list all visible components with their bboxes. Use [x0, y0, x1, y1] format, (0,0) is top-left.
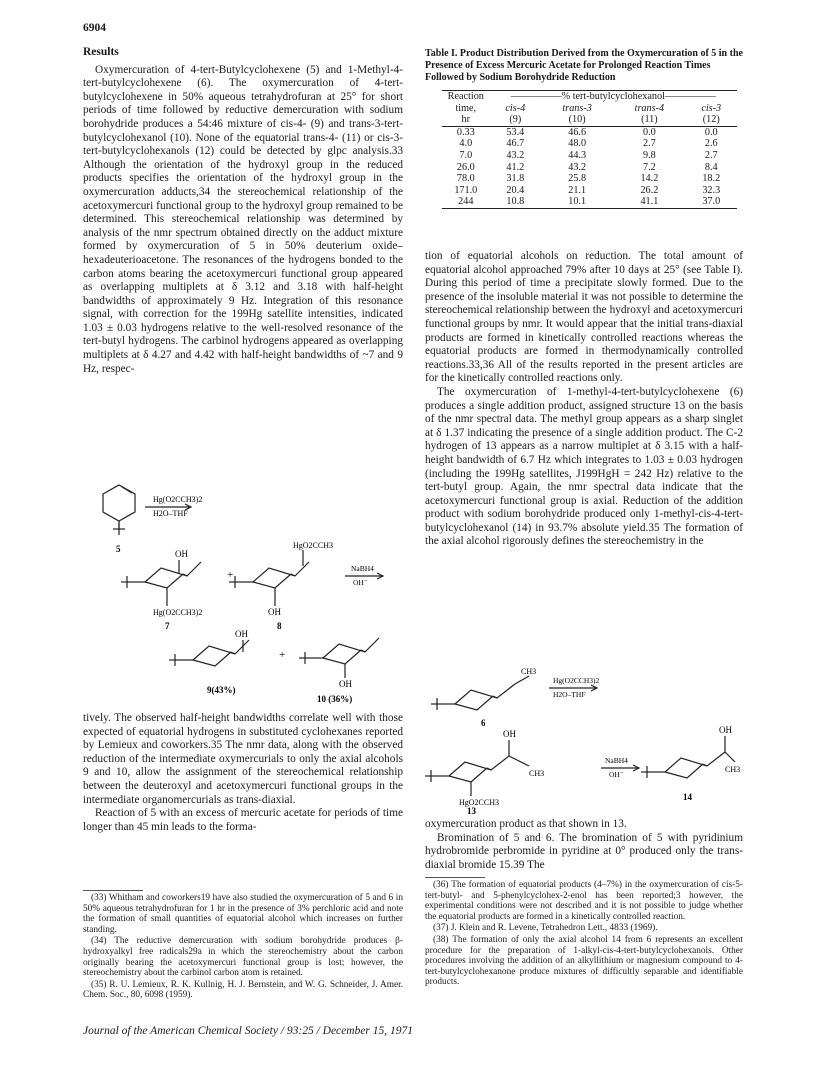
- table-cell: 44.3: [568, 149, 587, 161]
- footnote-34: (34) The reductive demercuration with sodium borohydride produces β-hydroxyalkyl free radicals29a in which the stereochemistry about the carbon originally bearing the acetoxymercuri functional group is lost; however, the stereochemistry about the carbinol carbon atom is retained.: [83, 936, 403, 979]
- table-row: [442, 185, 737, 197]
- scheme2-ch3-6: CH3: [521, 667, 537, 676]
- table-cell: 26.0: [456, 161, 475, 173]
- table-row: [442, 150, 737, 162]
- left-column-top: [83, 46, 403, 376]
- table-caption: Table I. Product Distribution Derived from the Oxymercuration of 5 in the Presence of Excess Mercuric Acetate for Prolonged Reaction Times Followed by Sodium Borohydride Reduction: [425, 48, 743, 83]
- scheme1-oh-10: OH: [339, 679, 352, 689]
- footnote-36: (36) The formation of equatorial products (4–7%) in the oxymercuration of cis-5-tert-butyl- and 5-phenylcyclohex-2-enol has been reported;3 however, the experimental conditions were not described and it is not possible to judge whether the equatorial products are formed in a kinetically controlled reaction.: [425, 880, 743, 922]
- footnote-33: (33) Whitham and coworkers19 have also studied the oxymercuration of 5 and 6 in 50% aqueous tetrahydrofuran for 1 hr in the presence of 3% perchloric acid and note the formation of small quantities of equatorial alcohol which increases on further standing.: [83, 893, 403, 935]
- reaction-scheme-1: [83, 482, 403, 704]
- table-cell: 31.8: [506, 173, 525, 185]
- table-cell: 0.0: [643, 126, 656, 138]
- table-cell: 2.7: [643, 138, 656, 150]
- scheme2-reagent-bottom: H2O–THF: [553, 690, 586, 699]
- paragraph: Reaction of 5 with an excess of mercuric acetate for periods of time longer than 45 min leads to the forma-: [83, 807, 403, 833]
- scheme1-plus-2: +: [279, 649, 286, 661]
- table-col-4-line1: cis-3: [701, 102, 722, 114]
- table-col-2-line2: (10): [568, 114, 586, 126]
- scheme2-reagent-top: Hg(O2CCH3)2: [553, 676, 600, 685]
- footnote-38: (38) The formation of only the axial alcohol 14 from 6 represents an excellent procedure for the preparation of 1-alkyl-cis-4-tert-butylcyclohexanols. Other procedures involving the addition of an alkyllithium or magnesium compound to 4-tert-butylcyclohexanone produce mixtures of difficultly separable and identifiable products.: [425, 934, 743, 988]
- table-cell: 26.2: [640, 184, 659, 196]
- table-cell: 7.0: [459, 149, 473, 161]
- scheme1-oh-7: OH: [175, 549, 188, 559]
- scheme-2-drawing: [425, 664, 743, 814]
- footnote-rule-right: [425, 877, 485, 878]
- table-col-1-line2: (9): [509, 114, 522, 126]
- table-cell: 37.0: [685, 196, 737, 208]
- journal-footer: Journal of the American Chemical Society / 93:25 / December 15, 1971: [83, 1025, 414, 1037]
- left-column-bottom: [83, 712, 403, 834]
- table-col-3-line2: (11): [641, 114, 658, 126]
- table-cell: 78.0: [456, 173, 475, 185]
- scheme1-hgo2cch3-8: HgO2CCH3: [293, 541, 334, 550]
- compound-label-6: 6: [481, 718, 486, 728]
- table-cell: 18.2: [702, 173, 721, 185]
- table-row: [442, 138, 737, 150]
- scheme1-reagent-bottom: H2O–THF: [153, 509, 188, 518]
- paragraph: Oxymercuration of 4-tert-Butylcyclohexene (5) and 1-Methyl-4-tert-butylcyclohexene (6). The oxymercuration of 4-tert-butylcyclohexene in 50% aqueous tetrahydrofuran at 25° for short periods of time followed by reductive demercuration with sodium borohydride produces a 54:46 mixture of cis-4- (9) and trans-3-tert-butylcyclohexanol (10). None of the equatorial trans-4- (11) or cis-3-tert-butylcyclohexanols (12) could be detected by glpc analysis.33 Although the orientation of the hydroxyl group in the reduced products specifies the orientation of the hydroxyl group in the oxymercuration adducts,34 the stereochemical relationship of the acetoxymercuri functional group to the hydroxyl group remained to be determined. This stereochemical relationship was determined by analysis of the nmr spectrum obtained directly on the adduct mixture formed by oxymercuration of 5 in 50% deuterium oxide–hexadeuterioacetone. The resonances of the hydrogens bonded to the carbon atoms bearing the acetoxymercuri functional group appeared as overlapping multiplets at δ 3.12 and 3.18 with half-height bandwidths of approximately 9 Hz. Integration of this resonance signal, with correction for the 199Hg satellite intensities, indicated 1.03 ± 0.03 hydrogens relative to the well-resolved resonance of the tert-butyl hydrogens. The carbinol hydrogens appeared as overlapping multiplets at δ 4.27 and 4.42 with half-height bandwidths of ~7 and 9 Hz, respec-: [83, 63, 403, 375]
- scheme1-oh-minus: OH⁻: [353, 578, 368, 587]
- table-cell: 2.7: [704, 149, 718, 161]
- table-cell: 7.2: [643, 161, 656, 173]
- table-cell: 10.1: [541, 196, 613, 208]
- table-cell: 41.2: [506, 161, 525, 173]
- table-cell: 20.4: [506, 184, 525, 196]
- table-col-hr: hr: [461, 114, 471, 126]
- paragraph: tively. The observed half-height bandwidths correlate well with those expected of equatorial hydrogens in substituted cyclohexanes reported by Lemieux and coworkers.35 The nmr data, along with the observed reduction of the intermediate oxymercurials to only the axial alcohols 9 and 10, allow the assignment of the stereochemical relationship between the deuteroxyl and acetoxymercuri functional groups in the intermediate organomercurials as trans-diaxial.: [83, 712, 403, 806]
- table-row: [442, 162, 737, 174]
- table-cell: 9.8: [643, 149, 656, 161]
- compound-label-13: 13: [467, 806, 476, 814]
- table-cell: 53.4: [506, 126, 525, 138]
- scheme1-plus-1: +: [227, 569, 234, 581]
- scheme1-oh-8: OH: [268, 607, 281, 617]
- paragraph: tion of equatorial alcohols on reduction. The total amount of equatorial alcohol approached 79% after 10 days at 25° (see Table I). During this period of time a precipitate slowly formed. Due to the presence of the insoluble material it was not possible to determine the stereochemical relationship between the hydroxyl and acetoxymercuri functional groups by nmr. It would appear that the initial trans-diaxial products are formed in kinetically controlled reactions whereas the equatorial products are formed in thermodynamically controlled reactions.33,36 All of the results reported in the present articles are for the kinetically controlled reactions only.: [425, 250, 743, 385]
- footnote-35: (35) R. U. Lemieux, R. K. Kullnig, H. J. Bernstein, and W. G. Schneider, J. Amer. Chem. Soc., 80, 6098 (1959).: [83, 979, 403, 1001]
- table-col-time: time,: [455, 102, 477, 114]
- paragraph: Bromination of 5 and 6. The bromination of 5 with pyridinium hydrobromide perbromide in pyridine at 0° produced only the trans-diaxial bromide 15.39 The: [425, 831, 743, 871]
- table-group-header: —————% tert-butylcyclohexanol—————: [510, 91, 716, 102]
- scheme-1-drawing: [83, 482, 403, 704]
- table-cell: 25.8: [568, 173, 587, 185]
- table-cell: 14.2: [640, 173, 659, 185]
- compound-label-9: 9(43%): [207, 685, 236, 695]
- scheme2-ch3-13: CH3: [529, 769, 545, 778]
- paragraph: oxymercuration product as that shown in 13.: [425, 818, 627, 830]
- reaction-scheme-2: [425, 664, 743, 814]
- table-cell: 0.0: [704, 126, 718, 138]
- footnotes-right: [425, 880, 743, 989]
- right-column-top: [425, 250, 743, 549]
- compound-label-10: 10 (36%): [317, 694, 353, 704]
- scheme2-ch3-14: CH3: [725, 765, 741, 774]
- compound-label-7: 7: [165, 621, 170, 631]
- footnote-rule-left: [83, 890, 143, 891]
- right-column-bottom: [425, 818, 743, 872]
- compound-label-14: 14: [683, 792, 692, 802]
- scheme1-oh-9: OH: [235, 629, 248, 639]
- table-col-1-line1: cis-4: [505, 102, 526, 114]
- scheme1-nabh4: NaBH4: [351, 564, 374, 573]
- scheme2-hgo2cch3: HgO2CCH3: [459, 798, 500, 807]
- table-col-2-line1: trans-3: [562, 102, 592, 114]
- table-cell: 41.1: [613, 196, 685, 208]
- table-col-3-line1: trans-4: [634, 102, 665, 114]
- table-row: [442, 196, 737, 208]
- scheme2-oh-13: OH: [503, 729, 516, 739]
- scheme2-oh-14: OH: [719, 725, 732, 735]
- table-cell: 46.7: [506, 138, 525, 150]
- table-cell: 0.33: [456, 126, 475, 138]
- table-cell: 43.2: [506, 149, 525, 161]
- table-cell: 21.1: [568, 184, 587, 196]
- table-cell: 244: [442, 196, 490, 208]
- paragraph: The oxymercuration of 1-methyl-4-tert-butylcyclohexene (6) produces a single addition product, assigned structure 13 on the basis of the nmr spectral data. The methyl group appears as a sharp singlet at δ 1.37 indicating the presence of a single addition product. The C-2 hydrogen of 13 appears as a narrow multiplet at δ 3.15 with a half-height bandwidth of 6.7 Hz which integrates to 1.03 ± 0.03 hydrogen (including the 199Hg satellites, J199HgH = 242 Hz) relative to the tert-butyl group. Again, the nmr spectral data indicate that the acetoxymercuri functional group is axial. Reduction of the addition product with sodium borohydride produced only 1-methyl-cis-4-tert-butylcyclohexanol (14) in 93.7% absolute yield.35 The formation of the axial alcohol rigorously defines the stereochemistry in the: [425, 385, 743, 548]
- compound-label-8: 8: [277, 621, 282, 631]
- table-cell: 46.6: [568, 126, 587, 138]
- table-group-header-text: % tert-butylcyclohexanol: [561, 91, 665, 102]
- table-col-4-line2: (12): [702, 114, 720, 126]
- table-1: [442, 90, 737, 209]
- footnotes-left: [83, 893, 403, 1002]
- table-cell: 43.2: [568, 161, 587, 173]
- table-cell: 4.0: [459, 138, 473, 150]
- table-cell: 10.8: [490, 196, 541, 208]
- scheme1-hgoac-7: Hg(O2CCH3)2: [153, 608, 203, 617]
- compound-label-5: 5: [116, 544, 121, 554]
- table-row: [442, 126, 737, 138]
- table-cell: 32.3: [702, 184, 721, 196]
- table-cell: 8.4: [704, 161, 718, 173]
- scheme2-nabh4: NaBH4: [605, 756, 628, 765]
- footnote-37: (37) J. Klein and R. Levene, Tetrahedron Lett., 4833 (1969).: [433, 923, 658, 934]
- table-cell: 48.0: [568, 138, 587, 150]
- table-cell: 2.6: [704, 138, 718, 150]
- section-title: Results: [83, 46, 119, 58]
- page-number: 6904: [83, 22, 106, 34]
- scheme1-reagent-top: Hg(O2CCH3)2: [153, 495, 203, 504]
- scheme2-oh-minus: OH⁻: [609, 770, 624, 779]
- table-row: [442, 173, 737, 185]
- table-col-reaction: Reaction: [447, 91, 484, 102]
- table-cell: 171.0: [454, 184, 478, 196]
